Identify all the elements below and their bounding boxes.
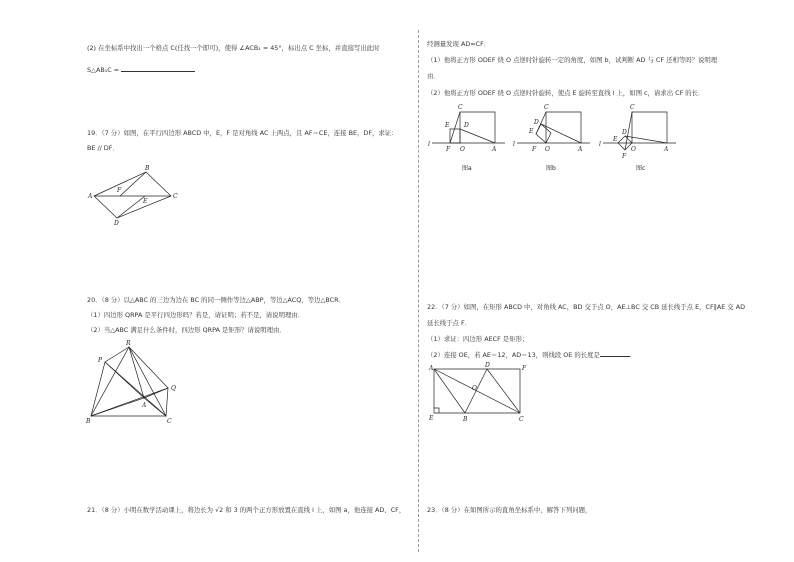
q20-label-b: B [86,418,91,425]
q19-line2: BE // DF． [87,144,119,152]
fig-b-label-a: A [578,146,583,153]
fig-c-label-a: A [664,146,669,153]
q21-cont-line2: （1）他将正方形 ODEF 绕 O 点逆时针旋转一定的角度，如图 b，试判断 AD 与 CF 还相等吗？说明理 [427,56,718,64]
fig-a-label-o: O [460,146,465,153]
fig-b-label-d: D [534,119,539,126]
q21-line1: 21．（8 分）小明在数学活动课上，将边长为 √2 和 3 的两个正方形放置在直线 l 上，如图 a，他连接 AD、CF， [87,506,406,514]
q22-label-c: C [519,416,524,423]
fig-c-caption: 图c [636,165,646,172]
fig-b-label-f: F [532,146,537,153]
q19-label-b: B [145,165,150,172]
q22-line3: （1）求证：四边形 AECF 是矩形； [427,335,529,343]
q20-line3: （2）当△ABC 满足什么条件时，四边形 QRPA 是矩形？请说明理由． [87,326,286,334]
fig-b-label-l: l [513,141,515,148]
fig-b-label-e: E [529,128,534,135]
q22-right-angle-mark [434,408,439,413]
fig-c-label-l: l [599,141,601,148]
q22-line1: 22．（7 分）如图，在矩形 ABCD 中，对角线 AC，BD 交于点 O，AE⊥BC 交 CB 延长线于点 E，CF∥AE 交 AD [427,303,746,311]
q22-label-d: D [485,362,490,369]
q22-label-e: E [429,415,434,422]
q19-label-a: A [88,193,93,200]
fig-b-label-o: O [545,146,550,153]
q19-label-c: C [173,193,178,200]
q21-cont-line4: （2）他将正方形 ODEF 绕 O 点逆时针旋转，使点 E 旋转至直线 l 上，如图 c，请求出 CF 的长． [427,89,705,97]
fig-a-caption: 图a [462,165,472,172]
q22-segment-dc [487,369,520,413]
fig-a-label-c: C [458,104,463,111]
q20-line2: （1）四边形 QRPA 是平行四边形吗？若是，请证明；若不是，请说明理由． [87,311,305,319]
fig-a-label-a: A [492,146,497,153]
fig-a-label-d: D [464,122,469,129]
q20-label-c: C [167,418,172,425]
q22-segment-ab [434,369,465,413]
q22-line2: 延长线于点 F． [427,319,472,327]
q21-cont-line3: 由． [427,72,440,80]
fig-c-label-e: E [613,136,618,143]
fig-c-label-f: F [622,153,627,160]
fig-c-label-c: C [630,104,635,111]
fig-a-label-l: l [428,141,430,148]
q20-label-r: R [126,340,131,347]
q20-label-p: P [98,357,103,364]
q22-diagonal-ac [434,369,520,413]
q19-line1: 19．（7 分）如图，在平行四边形 ABCD 中，E，F 是对角线 AC 上两点，且 AF＝CE，连接 BE，DF，求证： [87,129,398,137]
fig-c-label-o: O [631,146,636,153]
fig-b-caption: 图b [546,165,556,172]
q23-line1: 23．（8 分）在如图所示的直角坐标系中，解答下列问题， [427,506,592,514]
q18-part2-line1: (2) 在坐标系中找出一个格点 C(任找一个即可)，使得 ∠ACB₁ = 45°，标出点 C 坐标，并直接写出此时 [87,44,380,52]
q19-label-d: D [114,220,119,227]
q21-cont-line1: 经测量发现 AD=CF． [427,40,491,48]
q22-label-f: F [522,365,527,372]
q20-line1: 20．（8 分）以△ABC 的三边为边在 BC 的同一侧作等边△ABP，等边△ACQ，等边△BCR． [87,296,345,304]
fig-a-label-e: E [445,122,450,129]
q18-part2-line2: S△AB₁C = [87,65,195,74]
fig-a-label-f: F [446,146,451,153]
q22-label-a: A [429,365,434,372]
q19-label-f: F [117,187,122,194]
q20-label-a: A [142,402,147,409]
q22-line4: （2）连接 OE，若 AE＝12，AD＝13，则线段 OE 的长度是 ． [427,351,637,359]
fig-b-label-c: C [544,104,549,111]
q20-label-q: Q [171,385,176,392]
q22-label-b: B [463,416,468,423]
fig-c-label-d: D [622,129,627,136]
q19-label-e: E [143,198,148,205]
q22-label-o: O [472,385,477,392]
